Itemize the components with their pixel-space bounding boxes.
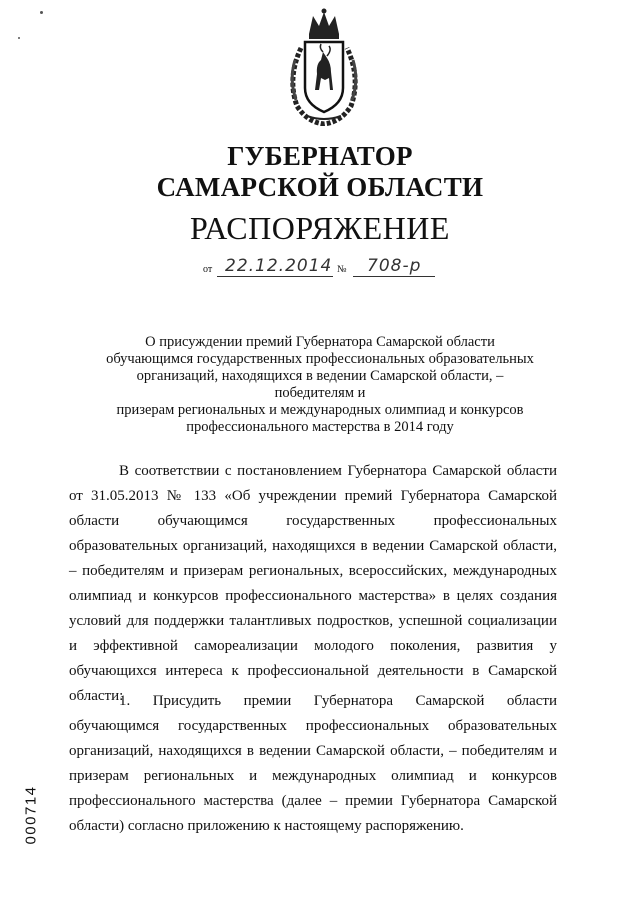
subject-line: призерам региональных и международных олимпиад и конкурсов [116, 402, 524, 418]
date-underline [217, 276, 333, 277]
date-label: от [203, 264, 213, 275]
document-subject [100, 334, 540, 436]
subject-line: О присуждении премий Губернатора Самарской области [145, 334, 495, 350]
coat-of-arms-icon [283, 8, 365, 126]
subject-line: организаций, находящихся в ведении Самарской области, – победителям и [136, 368, 504, 401]
number-label: № [337, 264, 347, 275]
issuer-title-line1: ГУБЕРНАТОР [227, 141, 413, 171]
body-paragraph-item-1: 1. Присудить премии Губернатора Самарской области обучающимся государственных профессиональных образовательных организаций, находящихся в ведении Самарской области, – победителям и призерам региональных и международных олимпиад и конкурсов профессионального мастерства (далее – премии Губернатора Самарской области) согласно приложению к настоящему распоряжению. [69, 693, 557, 834]
side-serial-number-text: 000714 [22, 785, 40, 845]
issuer-title-line2: САМАРСКОЙ ОБЛАСТИ [156, 172, 484, 202]
document-date-number [203, 255, 443, 279]
scan-speck [40, 11, 43, 14]
document-type: РАСПОРЯЖЕНИЕ [190, 210, 450, 246]
subject-line: обучающимся государственных профессиональных образовательных [106, 351, 534, 367]
scan-speck [18, 37, 20, 39]
date-value: 22.12.2014 [225, 256, 333, 276]
number-underline [353, 276, 435, 277]
body-paragraph-preamble: В соответствии с постановлением Губернатора Самарской области от 31.05.2013 № 133 «Об учреждении премий Губернатора Самарской области обучающимся государственных профессиональных образовательных организаций, находящихся в ведении Самарской области, – победителям и призерам региональных, всероссийских, международных олимпиад и конкурсов профессионального мастерства» в целях создания условий для поддержки талантливых подростков, успешной социализации и эффективной самореализации молодого поколения, развития у обучающихся интереса к профессиональной деятельности в Самарской области: [69, 463, 557, 704]
number-value: 708-р [367, 256, 422, 276]
subject-line: профессионального мастерства в 2014 году [186, 419, 454, 435]
side-serial-number [6, 775, 56, 855]
